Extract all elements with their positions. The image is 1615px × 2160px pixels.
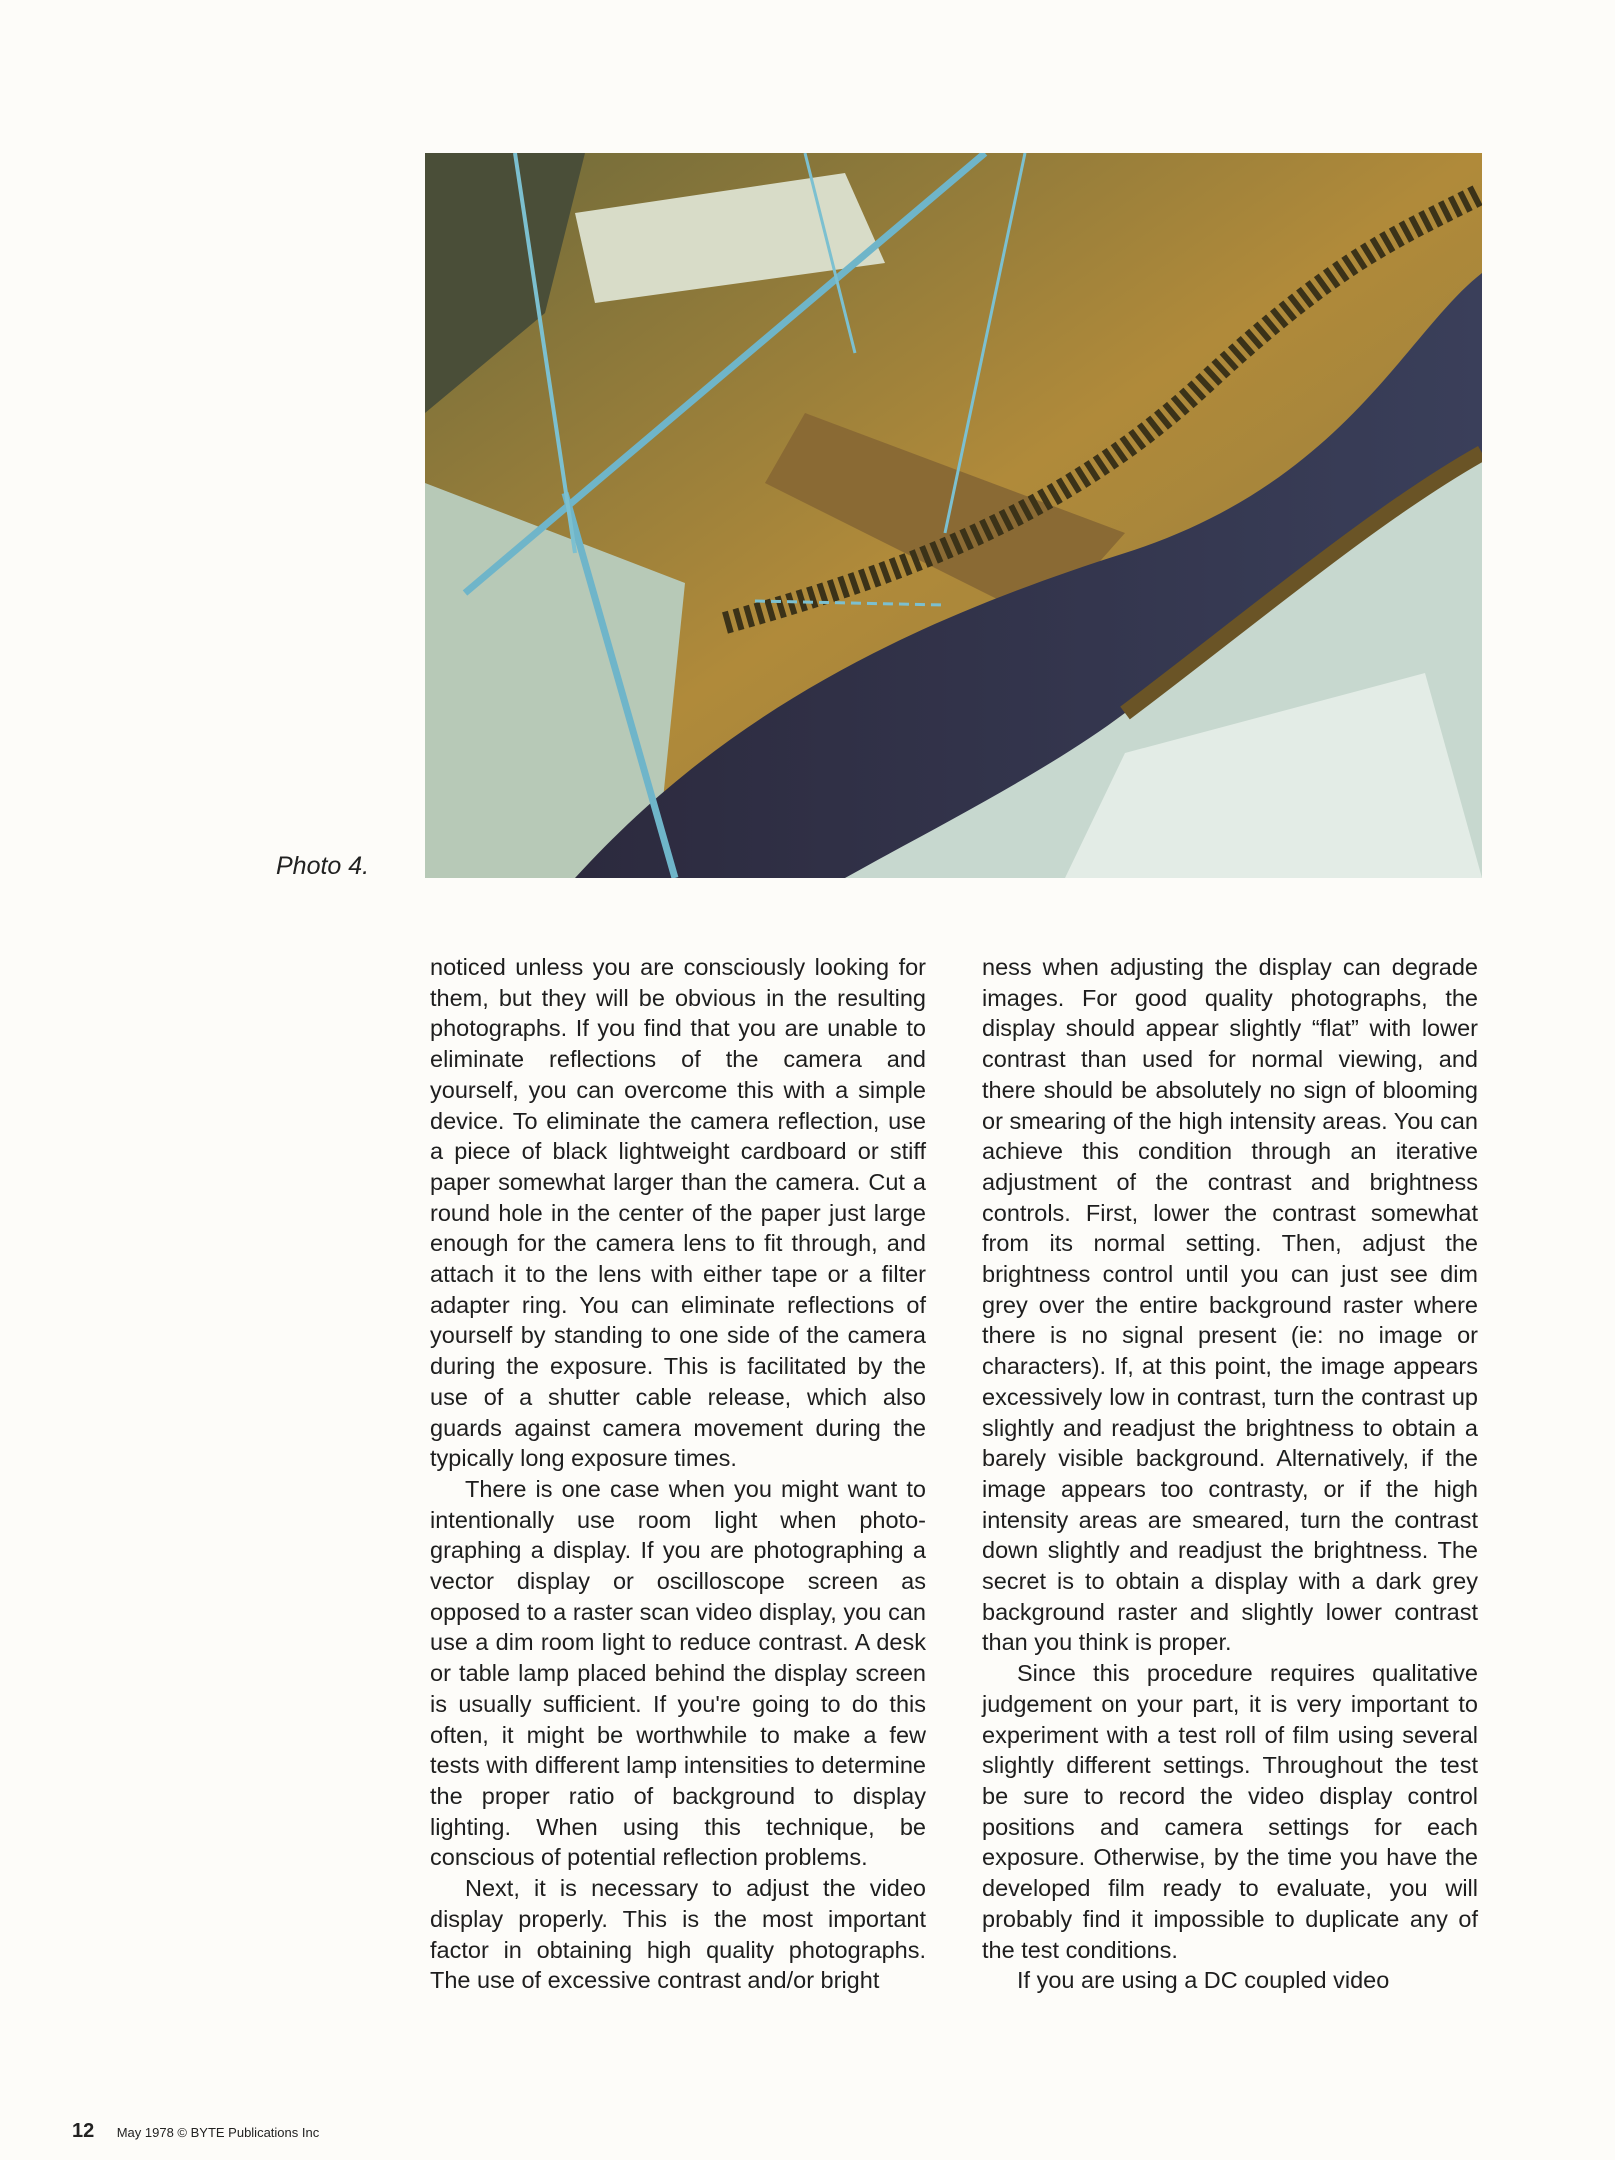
paragraph: If you are using a DC coupled video [1017, 1967, 1390, 1994]
photo-4-image [425, 153, 1482, 878]
photo-caption: Photo 4. [276, 852, 370, 880]
publication-credit: May 1978 © BYTE Publications Inc [116, 2125, 320, 2140]
page-number: 12 [72, 2120, 95, 2142]
page-footer [72, 2120, 319, 2143]
aerial-river-photo-icon [425, 153, 1482, 878]
paragraph: ness when adjusting the display can degrade images. For good quality photographs, the display should appear slightly “flat” with lower contrast than used for normal viewing, and there should be absolutely no sign of blooming or smearing of the high intensity areas. You can achieve this condition through an iterative adjustment of the contrast and brightness controls. First, lower the contrast somewhat from its normal setting. Then, adjust the brightness control until you can just see dim grey over the entire background raster where there is no signal present (ie: no image or characters). If, at this point, the image appears excessively low in contrast, turn the contrast up slightly and readjust the brightness to obtain a barely visible background. Alternatively, if the image appears too contrasty, or if the high intensity areas are smeared, turn the contrast down slightly and readjust the brightness. The secret is to obtain a display with a dark grey background raster and slightly lower contrast than you think is proper. [982, 954, 1478, 1656]
paragraph: Next, it is necessary to adjust the video display properly. This is the most important factor in obtaining high quality photographs. The use of excessive contrast and/or bright [430, 1875, 926, 1994]
article-column-left [430, 952, 926, 1996]
paragraph: Since this procedure requires qualitative judgement on your part, it is very important to experiment with a test roll of film using several slightly different settings. Throughout the test be sure to record the video display control positions and camera settings for each exposure. Otherwise, by the time you have the developed film ready to evaluate, you will probably find it impossible to duplicate any of the test conditions. [982, 1660, 1478, 1963]
paragraph: noticed unless you are consciously looking for them, but they will be obvious in the resulting photographs. If you find that you are unable to eliminate reflections of the camera and yourself, you can overcome this with a simple device. To eliminate the camera reflection, use a piece of black lightweight cardboard or stiff paper somewhat larger than the camera. Cut a round hole in the center of the paper just large enough for the camera lens to fit through, and attach it to the lens with either tape or a filter adapter ring. You can eliminate reflections of yourself by standing to one side of the camera during the exposure. This is facilitated by the use of a shutter cable release, which also guards against camera movement during the typically long exposure times. [430, 954, 926, 1472]
paragraph: There is one case when you might want to intentionally use room light when photographing a display. If you are photographing a vector display or oscilloscope screen as opposed to a raster scan video display, you can use a dim room light to reduce contrast. A desk or table lamp placed behind the display screen is usually sufficient. If you're going to do this often, it might be worthwhile to make a few tests with different lamp intensities to determine the proper ratio of background to display lighting. When using this technique, be conscious of potential reflection problems. [430, 1475, 926, 1871]
article-column-right [982, 952, 1478, 1996]
